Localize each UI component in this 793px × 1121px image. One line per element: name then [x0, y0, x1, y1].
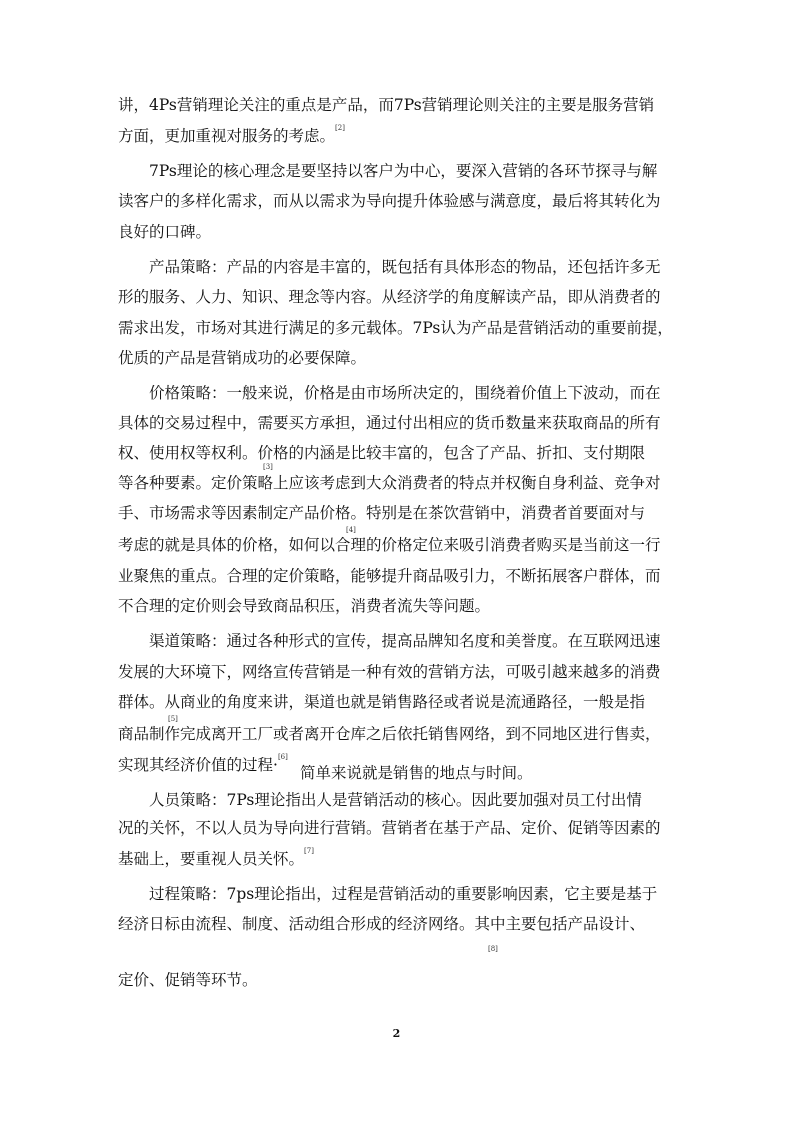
- body-line: 实现其经济价值的过程·[6]: [118, 753, 288, 774]
- body-line: 人员策略：7Ps理论指出人是营销活动的核心。因此要加强对员工付出情: [149, 791, 642, 809]
- body-line: 业聚焦的重点。合理的定价策略，能够提升商品吸引力，不断拓展客户群体，而: [118, 567, 661, 585]
- body-line: 讲，4Ps营销理论关注的重点是产品，而7Ps营销理论则关注的主要是服务营销: [118, 96, 655, 114]
- body-line: 产品策略：产品的内容是丰富的，既包括有具体形态的物品，还包括许多无: [149, 258, 661, 276]
- citation: [5]: [168, 715, 178, 723]
- body-line: 形的服务、人力、知识、理念等内容。从经济学的角度解读产品，即从消费者的: [118, 288, 661, 306]
- citation: [4]: [346, 526, 356, 534]
- body-line: 过程策略：7ps理论指出，过程是营销活动的重要影响因素，它主要是基于: [149, 885, 658, 903]
- body-line: 需求出发，市场对其进行满足的多元载体。7Ps认为产品是营销活动的重要前提，: [118, 319, 673, 337]
- body-line: 简单来说就是销售的地点与时间。: [300, 764, 533, 782]
- body-line: 手、市场需求等因素制定产品价格。特别是在茶饮营销中，消费者首要面对与: [118, 504, 646, 522]
- body-line: 不合理的定价则会导致商品积压，消费者流失等问题。: [118, 597, 491, 615]
- body-line: 商品制作完成离开工厂或者离开仓库之后依托销售网络，到不同地区进行售卖，: [118, 725, 661, 743]
- body-line: 权、使用权等权利。价格的内涵是比较丰富的，包含了产品、折扣、支付期限: [118, 444, 646, 462]
- body-line: 具体的交易过程中，需要买方承担，通过付出相应的货币数量来获取商品的所有: [118, 414, 661, 432]
- citation: [3]: [263, 463, 273, 471]
- body-line: 况的关怀，不以人员为导向进行营销。营销者在基于产品、定价、促销等因素的: [118, 819, 661, 837]
- citation: [2]: [335, 124, 345, 132]
- body-line: 读客户的多样化需求，而从以需求为导向提升体验感与满意度，最后将其转化为: [118, 192, 661, 210]
- body-line: 发展的大环境下，网络宣传营销是一种有效的营销方法，可吸引越来越多的消费: [118, 663, 661, 681]
- body-line: 优质的产品是营销成功的必要保障。: [118, 349, 367, 367]
- body-line: 群体。从商业的角度来讲，渠道也就是销售路径或者说是流通路径，一般是指: [118, 693, 646, 711]
- body-line: 渠道策略：通过各种形式的宣传，提高品牌知名度和美誉度。在互联网迅速: [149, 632, 661, 650]
- citation: [6]: [277, 753, 288, 761]
- body-line: 基础上，要重视人员关怀。[7]: [118, 847, 314, 868]
- body-line: 价格策略：一般来说，价格是由市场所决定的，围绕着价值上下波动，而在: [149, 384, 661, 402]
- citation: [8]: [488, 945, 498, 953]
- body-line: 考虑的就是具体的价格，如何以合理的价格定位来吸引消费者购买是当前这一行: [118, 536, 661, 554]
- page-number: 2: [392, 1027, 401, 1040]
- body-line: 良好的口碑。: [118, 223, 212, 241]
- body-line: 方面，更加重视对服务的考虑。[2]: [118, 124, 345, 145]
- body-line: 等各种要素。定价策略上应该考虑到大众消费者的特点并权衡自身利益、竞争对: [118, 474, 661, 492]
- body-line: 经济日标由流程、制度、活动组合形成的经济网络。其中主要包括产品设计、: [118, 915, 646, 933]
- body-line: 7Ps理论的核心理念是要坚持以客户为中心，要深入营销的各环节探寻与解: [149, 162, 658, 180]
- citation: [7]: [304, 847, 314, 855]
- body-line: 定价、促销等环节。: [118, 971, 258, 989]
